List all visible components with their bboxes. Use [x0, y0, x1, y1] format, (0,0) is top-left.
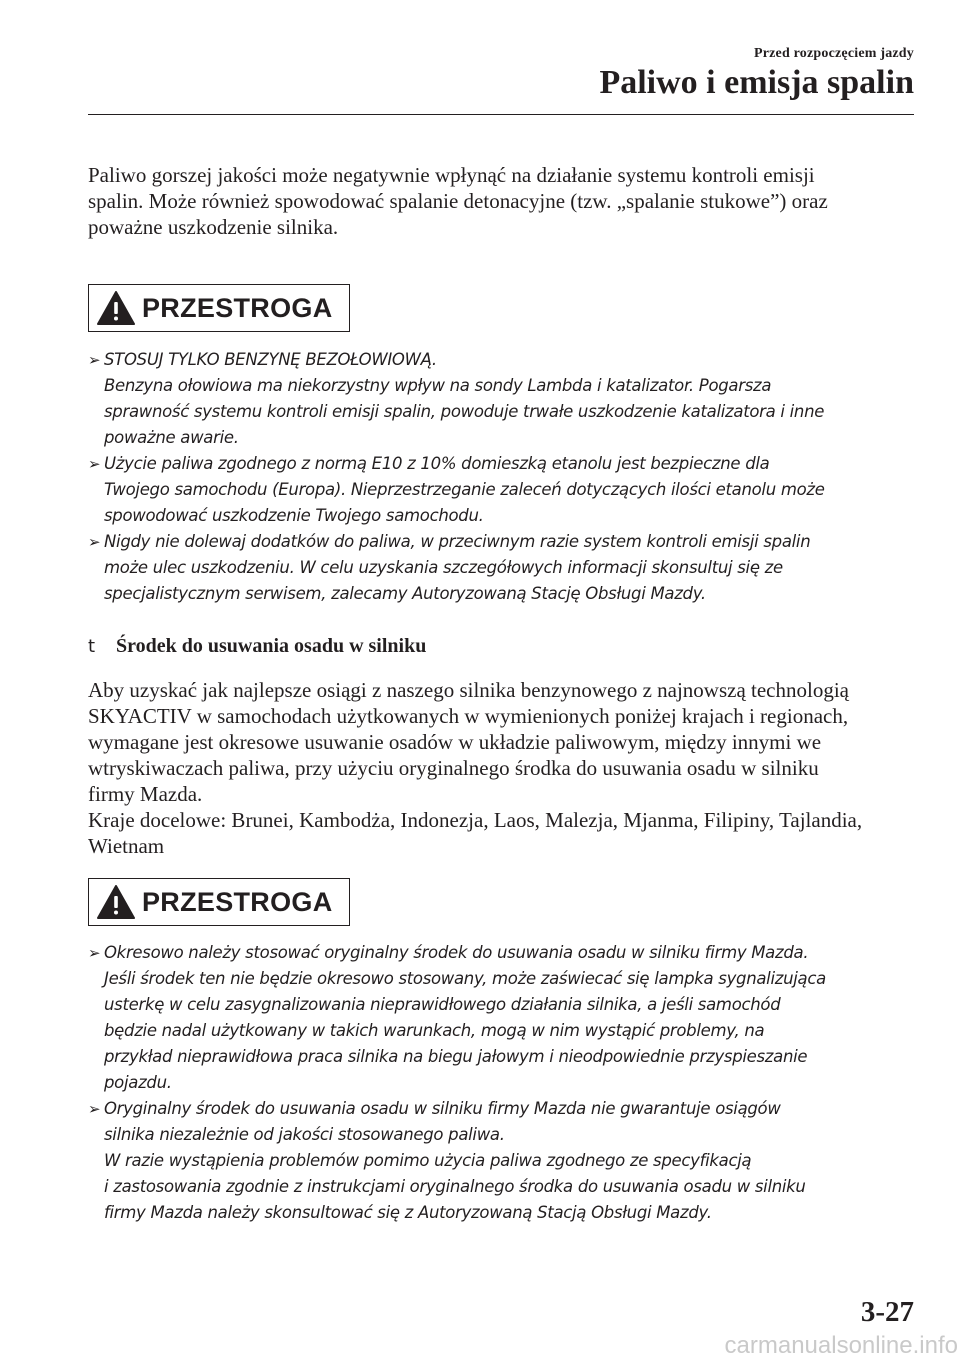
caution-text: pojazdu. — [104, 1073, 172, 1092]
caution-box — [88, 878, 350, 926]
caution-label: PRZESTROGA — [142, 292, 333, 323]
section-title: Środek do usuwania osadu w silniku — [116, 635, 427, 657]
bullet-arrow-icon: ➢ — [88, 351, 101, 369]
intro-paragraph — [88, 162, 918, 240]
bullet-arrow-icon: ➢ — [88, 533, 101, 551]
caution-list — [88, 347, 918, 607]
caution-text: firmy Mazda należy skonsultować się z Autoryzowaną Stacją Obsługi Mazdy. — [104, 1203, 712, 1222]
caution-text: Użycie paliwa zgodnego z normą E10 z 10% domieszką etanolu jest bezpieczne dla — [104, 454, 770, 473]
caution-text: będzie nadal użytkowany w takich warunkach, mogą w nim wystąpić problemy, na — [104, 1021, 765, 1040]
body-line: wtryskiwaczach paliwa, przy użyciu oryginalnego środka do usuwania osadu w silniku — [88, 756, 819, 780]
bullet-arrow-icon: ➢ — [88, 1100, 101, 1118]
section-heading — [88, 635, 426, 658]
caution-text: poważne awarie. — [104, 428, 239, 447]
caution-text: spowodować uszkodzenie Twojego samochodu. — [104, 506, 484, 525]
caution-item — [88, 940, 918, 1096]
header-divider — [88, 114, 914, 115]
body-line: Aby uzyskać jak najlepsze osiągi z naszego silnika benzynowego z najnowszą technologią — [88, 678, 849, 702]
caution-text: przykład nieprawidłowa praca silnika na biegu jałowym i nieodpowiednie przyspieszanie — [104, 1047, 808, 1066]
caution-item — [88, 451, 918, 529]
caution-label: PRZESTROGA — [142, 886, 333, 917]
caution-text: Jeśli środek ten nie będzie okresowo stosowany, może zaświecać się lampka sygnalizująca — [104, 969, 826, 988]
caution-text: może ulec uszkodzeniu. W celu uzyskania szczegółowych informacji skonsultuj się ze — [104, 558, 783, 577]
bullet-arrow-icon: ➢ — [88, 455, 101, 473]
caution-box — [88, 284, 350, 332]
warning-triangle-icon — [96, 290, 136, 326]
body-paragraph — [88, 677, 918, 859]
caution-text: specjalistycznym serwisem, zalecamy Autoryzowaną Stację Obsługi Mazdy. — [104, 584, 706, 603]
caution-text: sprawność systemu kontroli emisji spalin, powoduje trwałe uszkodzenie katalizatora i inne — [104, 402, 825, 421]
caution-text: usterkę w celu zasygnalizowania nieprawidłowego działania silnika, a jeśli samochód — [104, 995, 781, 1014]
caution-text: Oryginalny środek do usuwania osadu w silniku firmy Mazda nie gwarantuje osiągów — [104, 1099, 781, 1118]
warning-triangle-icon — [96, 884, 136, 920]
intro-line: Paliwo gorszej jakości może negatywnie wpłynąć na działanie systemu kontroli emisji — [88, 163, 815, 187]
caution-text: Twojego samochodu (Europa). Nieprzestrzeganie zaleceń dotyczących ilości etanolu może — [104, 480, 825, 499]
body-line: SKYACTIV w samochodach użytkowanych w wymienionych poniżej krajach i regionach, — [88, 704, 849, 728]
caution-text: STOSUJ TYLKO BENZYNĘ BEZOŁOWIOWĄ. — [104, 350, 437, 369]
page-title: Paliwo i emisja spalin — [599, 64, 914, 101]
body-line: Kraje docelowe: Brunei, Kambodża, Indonezja, Laos, Malezja, Mjanma, Filipiny, Tajlandia, — [88, 808, 863, 832]
body-line: Wietnam — [88, 834, 165, 858]
caution-item — [88, 1096, 918, 1226]
bullet-arrow-icon: ➢ — [88, 944, 101, 962]
intro-line: spalin. Może również spowodować spalanie detonacyjne (tzw. „spalanie stukowe”) oraz — [88, 189, 828, 213]
caution-text: i zastosowania zgodnie z instrukcjami oryginalnego środka do usuwania osadu w silniku — [104, 1177, 806, 1196]
section-marker-icon: t — [88, 636, 96, 657]
intro-line: poważne uszkodzenie silnika. — [88, 215, 339, 239]
caution-text: Okresowo należy stosować oryginalny środek do usuwania osadu w silniku firmy Mazda. — [104, 943, 809, 962]
page-number: 3-27 — [860, 1296, 914, 1328]
caution-text: Nigdy nie dolewaj dodatków do paliwa, w przeciwnym razie system kontroli emisji spalin — [104, 532, 811, 551]
caution-text: silnika niezależnie od jakości stosowanego paliwa. — [104, 1125, 505, 1144]
body-line: firmy Mazda. — [88, 782, 203, 806]
caution-list — [88, 940, 918, 1226]
chapter-subtitle: Przed rozpoczęciem jazdy — [753, 46, 914, 61]
watermark: carmanualsonline.info — [724, 1332, 958, 1359]
caution-item — [88, 347, 918, 451]
caution-text: W razie wystąpienia problemów pomimo użycia paliwa zgodnego ze specyfikacją — [104, 1151, 752, 1170]
caution-text: Benzyna ołowiowa ma niekorzystny wpływ na sondy Lambda i katalizator. Pogarsza — [104, 376, 772, 395]
body-line: wymagane jest okresowe usuwanie osadów w układzie paliwowym, między innymi we — [88, 730, 822, 754]
caution-item — [88, 529, 918, 607]
